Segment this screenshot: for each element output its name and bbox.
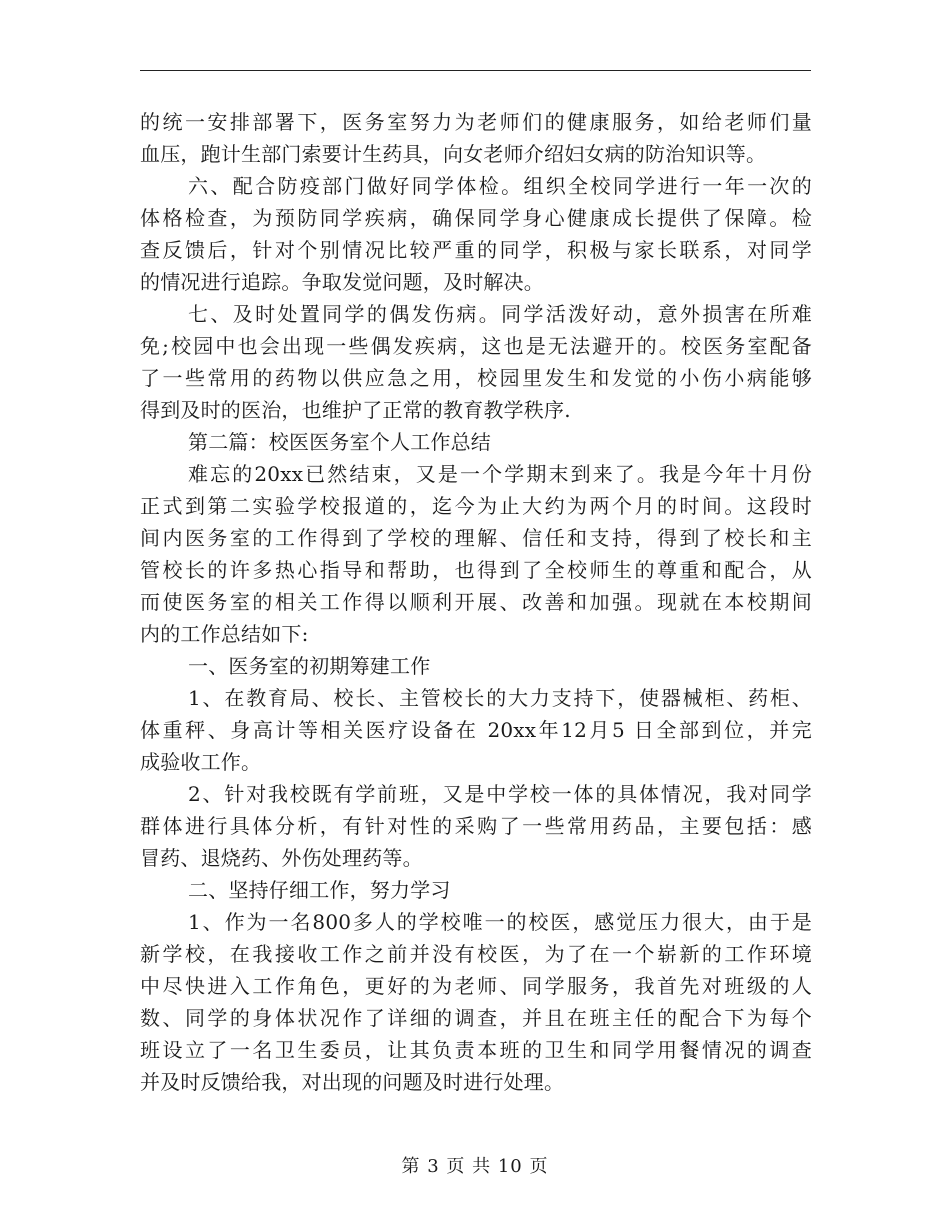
text-line: 并及时反馈给我，对出现的问题及时进行处理。 [140,1070,565,1094]
text-line: 七、及时处置同学的偶发伤病。同学活泼好动，意外损害在所难 [188,302,812,326]
subsection-heading: 一、医务室的初期筹建工作 [188,654,431,678]
text-line: 内的工作总结如下: [140,622,309,646]
text-line: 六、配合防疫部门做好同学体检。组织全校同学进行一年一次的 [188,174,812,198]
text-line: 正式到第二实验学校报道的，迄今为止大约为两个月的时间。这段时 [140,494,812,518]
text-line: 了一些常用的药物以供应急之用，校园里发生和发觉的小伤小病能够 [140,366,812,390]
text-line: 成验收工作。 [140,750,262,774]
text-line: 得到及时的医治，也维护了正常的教育教学秩序. [140,398,571,422]
text-line: 群体进行具体分析，有针对性的采购了一些常用药品，主要包括：感 [140,814,812,838]
text-line: 查反馈后，针对个别情况比较严重的同学，积极与家长联系，对同学 [140,238,812,262]
document-body [140,106,812,1098]
text-line: 难忘的20xx已然结束，又是一个学期末到来了。我是今年十月份 [188,462,812,486]
header-rule [140,70,811,71]
text-line: 数、同学的身体状况作了详细的调查，并且在班主任的配合下为每个 [140,1006,812,1030]
text-line: 而使医务室的相关工作得以顺利开展、改善和加强。现就在本校期间 [140,590,812,614]
text-line: 中尽快进入工作角色，更好的为老师、同学服务，我首先对班级的人 [140,974,812,998]
subsection-heading: 二、坚持仔细工作，努力学习 [188,878,451,902]
text-line: 新学校，在我接收工作之前并没有校医，为了在一个崭新的工作环境 [140,942,812,966]
page-number-footer: 第 3 页 共 10 页 [401,1156,549,1177]
text-line: 血压，跑计生部门索要计生药具，向女老师介绍妇女病的防治知识等。 [140,142,767,166]
text-line: 冒药、退烧药、外伤处理药等。 [140,846,423,870]
text-line: 1、作为一名800多人的学校唯一的校医，感觉压力很大，由于是 [188,910,812,934]
text-line: 间内医务室的工作得到了学校的理解、信任和支持，得到了校长和主 [140,526,812,550]
text-line: 的情况进行追踪。争取发觉问题，及时解决。 [140,270,544,294]
text-line: 管校长的许多热心指导和帮助，也得到了全校师生的尊重和配合，从 [140,558,812,582]
text-line: 的统一安排部署下，医务室努力为老师们的健康服务，如给老师们量 [140,110,812,134]
text-line: 1、在教育局、校长、主管校长的大力支持下，使器械柜、药柜、 [188,686,812,710]
section-heading: 第二篇：校医医务室个人工作总结 [188,430,491,454]
text-line: 体重秤、身高计等相关医疗设备在 20xx年12月5 日全部到位，并完 [140,718,812,742]
text-line: 免;校园中也会出现一些偶发疾病，这也是无法避开的。校医务室配备 [140,334,812,358]
text-line: 班设立了一名卫生委员，让其负责本班的卫生和同学用餐情况的调查 [140,1038,812,1062]
text-line: 体格检查，为预防同学疾病，确保同学身心健康成长提供了保障。检 [140,206,812,230]
text-line: 2、针对我校既有学前班，又是中学校一体的具体情况，我对同学 [188,782,812,806]
